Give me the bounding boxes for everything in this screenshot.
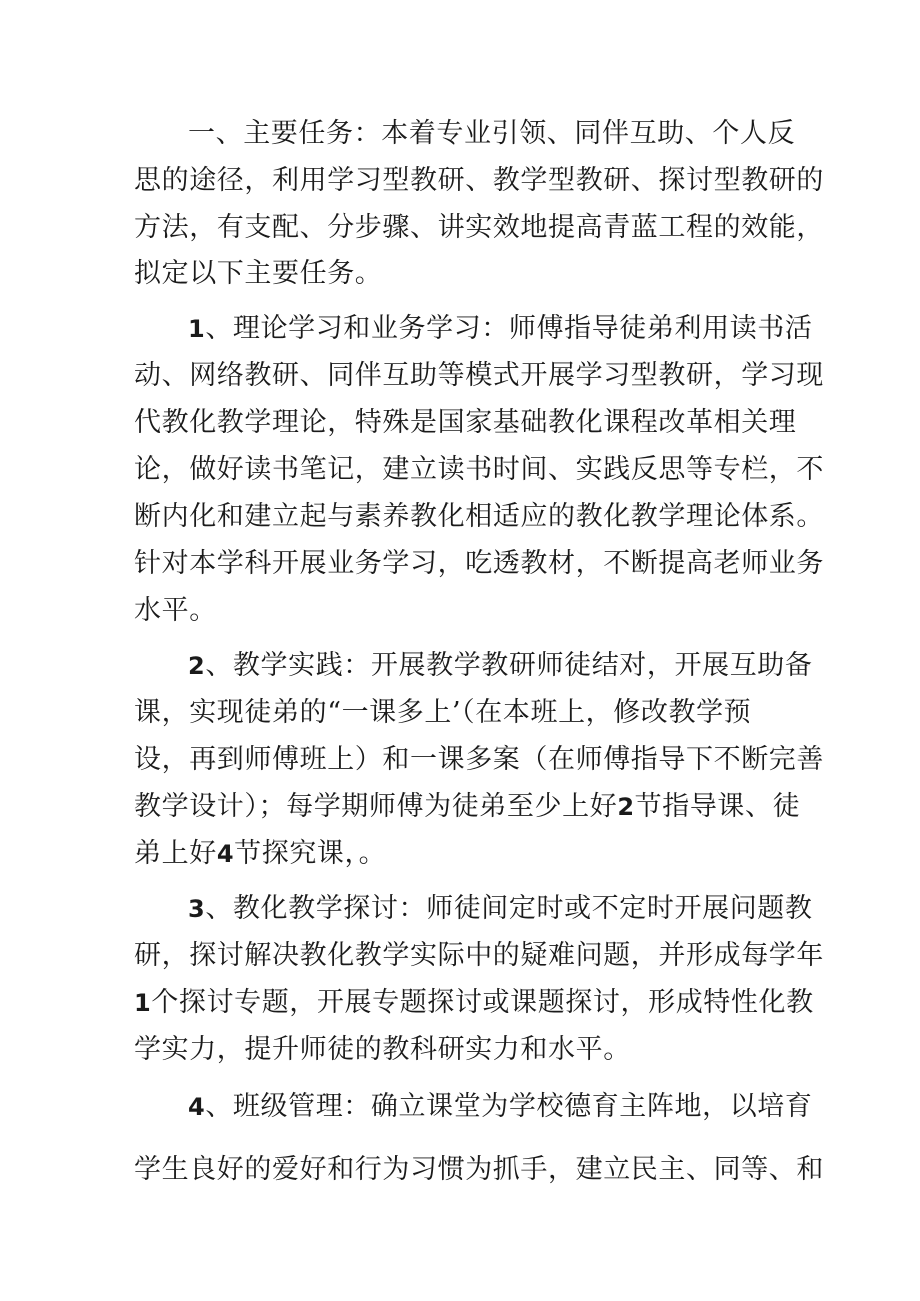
paragraph-1-line-3: 方法，有支配、分步骤、讲实效地提高青蓝工程的效能， [134,212,824,243]
paragraph-3-number: 2 [188,652,206,680]
paragraph-4-line-1 [188,889,868,929]
paragraph-2-number: 1 [188,315,206,343]
paragraph-3-line-1 [188,646,868,686]
paragraph-2-line-4: 论，做好读书笔记，建立读书时间、实践反思等专栏，不 [134,454,824,485]
paragraph-5-line-1 [188,1087,868,1127]
paragraph-2-line-1-text: 、理论学习和业务学习：师傅指导徒弟利用读书活 [205,313,813,344]
paragraph-2-line-7: 水平。 [134,595,217,626]
paragraph-4-line-1-text: 、教化教学探讨：师徒间定时或不定时开展问题教 [205,893,813,924]
paragraph-3-line-3: 设，再到师傅班上）和一课多案（在师傅指导下不断完善 [134,744,824,775]
paragraph-2-line-1 [188,309,868,349]
paragraph-2-line-6: 针对本学科开展业务学习，吃透教材，不断提高老师业务 [134,548,824,579]
paragraph-3-line-4-text-a: 教学设计）；每学期师傅为徒弟至少上好 [134,791,618,822]
paragraph-5-number: 4 [188,1093,206,1121]
inline-number-4: 4 [216,840,235,868]
inline-number-1: 1 [134,989,152,1017]
paragraph-5-line-2: 学生良好的爱好和行为习惯为抓手，建立民主、同等、和 [134,1154,824,1185]
inline-number-2: 2 [617,793,635,821]
paragraph-3-line-5-text-b: 节探究课，。 [234,838,387,869]
paragraph-3-line-5-text-a: 弟上好 [134,838,217,869]
paragraph-1-line-1: 一、主要任务：本着专业引领、同伴互助、个人反 [188,118,796,149]
paragraph-3-line-1-text: 、教学实践：开展教学教研师徒结对，开展互助备 [205,650,813,681]
paragraph-3-line-2: 课，实现徒弟的“一课多上’（在本班上，修改教学预 [134,697,752,728]
paragraph-2-line-2: 动、网络教研、同伴互助等模式开展学习型教研，学习现 [134,360,824,391]
paragraph-2-line-3: 代教化教学理论，特殊是国家基础教化课程改革相关理 [134,407,797,438]
paragraph-5-line-1-text: 、班级管理：确立课堂为学校德育主阵地，以培育 [205,1091,813,1122]
paragraph-4-line-2: 研，探讨解决教化教学实际中的疑难问题，并形成每学年 [134,940,824,971]
paragraph-1-line-2: 思的途径，利用学习型教研、教学型教研、探讨型教研的 [134,165,824,196]
paragraph-3-line-4-text-b: 节指导课、徒 [634,791,801,822]
paragraph-4-line-4: 学实力，提升师徒的教科研实力和水平。 [134,1034,631,1065]
paragraph-4-number: 3 [188,895,206,923]
paragraph-4-line-3-text: 个探讨专题，开展专题探讨或课题探讨，形成特性化教 [151,987,814,1018]
paragraph-3-line-4 [134,787,814,827]
paragraph-1-line-4: 拟定以下主要任务。 [134,258,383,289]
paragraph-4-line-3 [134,983,814,1023]
paragraph-3-line-5 [134,834,814,874]
paragraph-2-line-5: 断内化和建立起与素养教化相适应的教化教学理论体系。 [134,501,824,532]
